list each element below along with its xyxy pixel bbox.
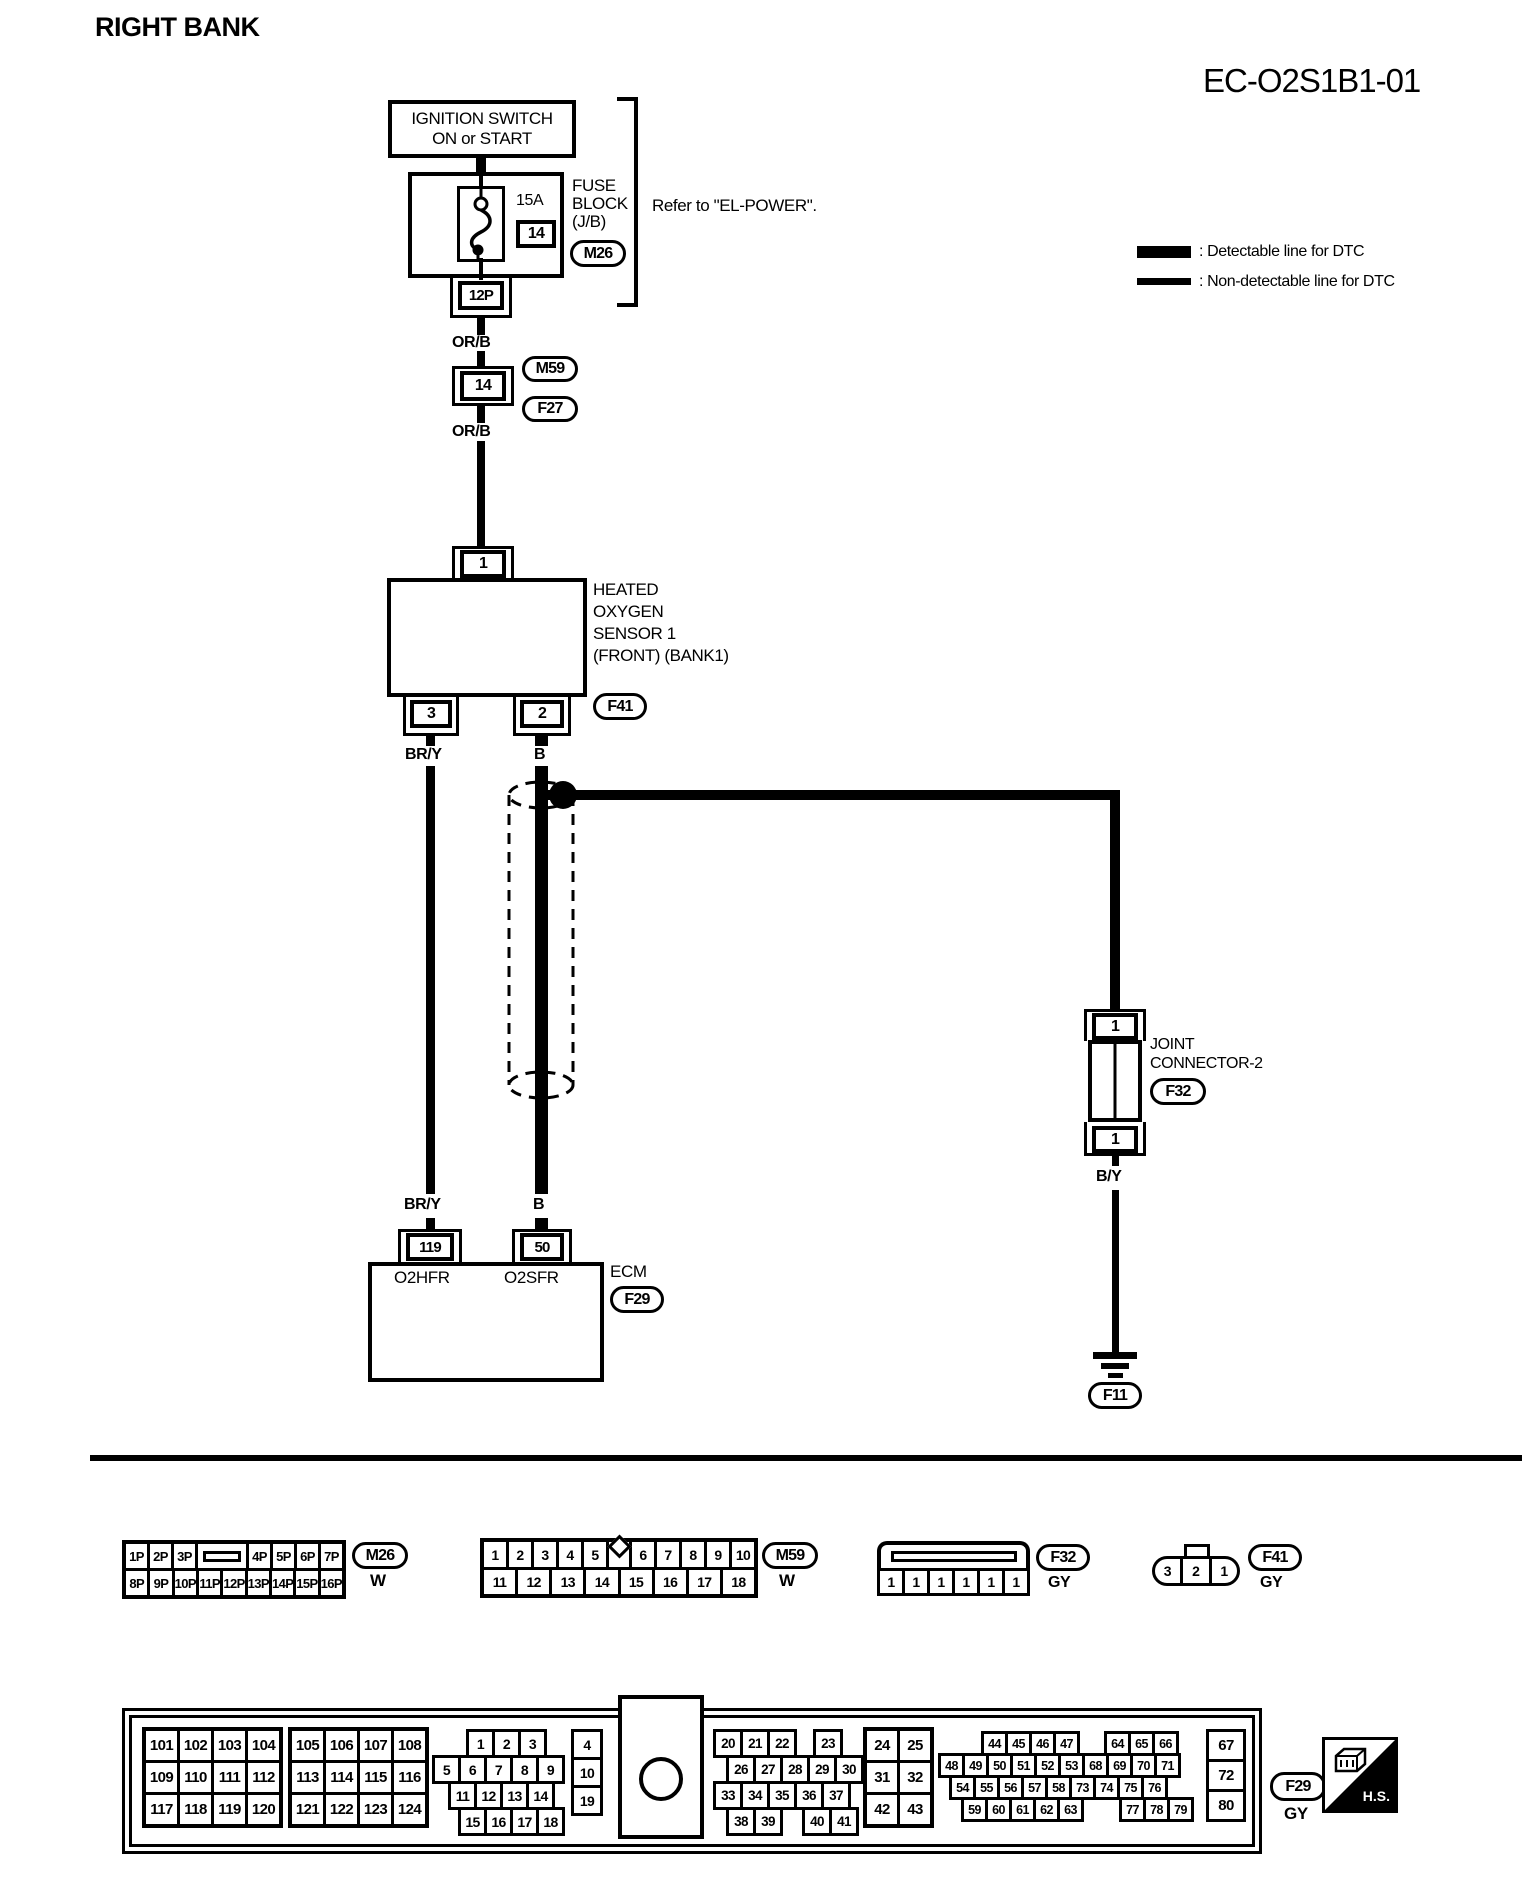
joint-terminal-top: 1 [1092,1013,1138,1040]
pin-cell: 124 [394,1795,425,1824]
pinout-color-f41: GY [1260,1574,1283,1591]
pin-cell: 46 [1032,1734,1053,1753]
connector-badge-m59: M59 [522,356,578,382]
pin-cell: 36 [797,1784,821,1807]
pin-cell: 34 [743,1784,767,1807]
fuse-number-box: 14 [516,220,556,248]
pinout-m59 [480,1538,758,1598]
sensor-terminal3: 3 [410,700,452,728]
pin-cell: 17 [689,1570,720,1594]
pin-cell: 1 [1220,1563,1229,1579]
pin-cell: 120 [248,1795,279,1824]
refer-note: Refer to "EL-POWER". [652,196,817,215]
wire-by-seg1 [1112,1156,1119,1166]
wire-b-seg2 [535,766,548,1194]
pin-cell: 24 [867,1731,897,1760]
pin-cell: 44 [984,1734,1005,1753]
pin-cell: 1 [469,1732,492,1755]
pin-cell: 103 [214,1731,245,1760]
sensor-terminal1: 1 [460,550,506,578]
pin-cell: 21 [743,1732,767,1755]
ecm-pin-o2hfr: O2HFR [394,1268,450,1287]
pin-cell: 73 [1072,1778,1093,1797]
pinout-m59-row1 [484,1542,754,1567]
pin-cell: 78 [1146,1800,1167,1819]
pin-cell: 33 [716,1784,740,1807]
ecm-block-e-row4b [802,1807,859,1836]
ignition-switch-box [388,100,576,158]
section-separator [90,1455,1522,1461]
pin-cell: 53 [1061,1756,1082,1775]
wire-branch-horizontal [541,790,1120,800]
pin-cell: 7 [487,1758,510,1781]
pin-cell: 12P [223,1571,244,1595]
ecm-block-c-row3 [448,1781,555,1810]
pin-cell: 1 [905,1571,927,1593]
wire-label-b-1: B [534,746,546,763]
harness-side-badge [1322,1737,1398,1813]
pinout-m26-row2 [126,1571,342,1595]
connector-badge-f11: F11 [1088,1382,1142,1409]
pin-cell: 12 [518,1570,549,1594]
wire-bry-seg2 [426,766,435,1194]
ecm-block-e-row4a [726,1807,783,1836]
hs-label: H.S. [1362,1788,1390,1804]
pin-cell: 1 [484,1542,506,1567]
diagram-code: EC-O2S1B1-01 [1203,62,1421,99]
pin-cell: 70 [1133,1756,1154,1775]
pin-cell: 119 [214,1795,245,1824]
ecm-block-e-row1a [713,1729,797,1758]
pin-cell: 47 [1056,1734,1077,1753]
pin-cell: 19 [574,1788,600,1813]
legend-non-detectable-label: : Non-detectable line for DTC [1199,273,1395,290]
wire-branch-vertical [1110,790,1120,1012]
pin-cell: 110 [180,1763,211,1792]
pin-cell: 11 [451,1784,474,1807]
wire-fuse-out [479,258,483,280]
pin-cell: 62 [1036,1800,1057,1819]
legend-detectable-line-sample [1137,246,1191,258]
pin-cell: 122 [326,1795,357,1824]
joint-connector-body [1088,1040,1142,1122]
bracket-tick-bottom [617,303,638,307]
ecm-block-f [863,1727,934,1828]
pin-cell: 11 [484,1570,515,1594]
pin-cell: 15P [296,1571,317,1595]
pin-cell: 18 [539,1810,562,1833]
pin-cell: 121 [292,1795,323,1824]
fuse-amp-label: 15A [516,192,544,209]
pinout-badge-f29: F29 [1270,1772,1326,1801]
pin-cell: 72 [1209,1762,1243,1789]
pinout-badge-m26: M26 [352,1542,408,1569]
pin-cell: 18 [723,1570,754,1594]
pin-cell: 3 [534,1542,556,1567]
ecm-name: ECM [610,1262,647,1281]
pin-cell: 77 [1122,1800,1143,1819]
pin-cell: 52 [1037,1756,1058,1775]
fuse-block-label3: (J/B) [572,212,606,231]
pin-cell: 42 [867,1795,897,1824]
pin-cell: 13 [503,1784,526,1807]
pin-cell: 31 [867,1763,897,1792]
pin-cell: 30 [837,1758,861,1781]
pin-cell: 106 [326,1731,357,1760]
ecm-block-c-row1 [466,1729,547,1758]
pin-cell: 123 [360,1795,391,1824]
m26-key-slot [198,1544,246,1568]
pin-cell: 108 [394,1731,425,1760]
pin-cell: 51 [1013,1756,1034,1775]
joint-name2: CONNECTOR-2 [1150,1055,1263,1072]
pin-cell: 59 [964,1800,985,1819]
pin-cell: 1 [955,1571,977,1593]
ecm-connector-bolt-section [618,1695,704,1839]
pin-cell: 64 [1107,1734,1128,1753]
pin-cell: 50 [989,1756,1010,1775]
f32-slot [891,1551,1017,1562]
pin-cell: 80 [1209,1792,1243,1819]
pin-cell: 3 [1155,1559,1183,1583]
ecm-terminal50: 50 [520,1233,564,1261]
pin-cell: 63 [1060,1800,1081,1819]
pin-cell: 6 [461,1758,484,1781]
connector-badge-f32: F32 [1150,1078,1206,1105]
pin-cell: 60 [988,1800,1009,1819]
connector-badge-f29: F29 [610,1286,664,1313]
pin-cell: 15 [621,1570,652,1594]
pin-cell: 66 [1155,1734,1176,1753]
ecm-block-c-row4 [458,1807,565,1836]
pin-cell: 13 [552,1570,583,1594]
pin-cell: 1 [1005,1571,1027,1593]
pin-cell: 27 [756,1758,780,1781]
pinout-badge-f32: F32 [1036,1544,1090,1571]
pin-cell: 75 [1120,1778,1141,1797]
ecm-pin-o2sfr: O2SFR [504,1268,559,1287]
wire-bry-seg1 [426,735,435,746]
wire-label-by: B/Y [1096,1168,1122,1185]
joint-name1: JOINT [1150,1036,1195,1053]
pin-cell: 5 [435,1758,458,1781]
wire-orb-seg1 [477,318,485,335]
pin-cell: 74 [1096,1778,1117,1797]
ecm-block-e-row1b [813,1729,843,1758]
pin-cell: 8 [513,1758,536,1781]
ecm-terminal119: 119 [406,1233,454,1261]
pin-cell: 3P [174,1544,195,1568]
pin-cell: 58 [1048,1778,1069,1797]
ecm-block-101 [142,1727,283,1828]
pin-cell: 48 [941,1756,962,1775]
pin-cell: 55 [976,1778,997,1797]
page-title: RIGHT BANK [95,12,260,42]
wire-orb-seg3 [477,406,485,423]
pinout-m26 [122,1540,346,1599]
pin-cell: 117 [146,1795,177,1824]
ground-bar3 [1108,1373,1123,1378]
pin-cell: 8P [126,1571,147,1595]
pin-cell: 45 [1008,1734,1029,1753]
pinout-f32-cells [877,1568,1030,1596]
pinout-color-m26: W [370,1571,386,1590]
pin-cell: 22 [770,1732,794,1755]
pin-cell: 11P [199,1571,220,1595]
wire-orb-seg4 [477,441,485,546]
terminal-12p: 12P [458,281,504,310]
pin-cell: 38 [729,1810,753,1833]
pin-cell: 71 [1157,1756,1178,1775]
wire-orb-seg2 [477,351,485,366]
pin-cell: 23 [816,1732,840,1755]
pinout-color-m59: W [779,1571,795,1590]
ecm-block-e-row3 [713,1781,851,1810]
ignition-line1: IGNITION SWITCH [411,109,553,128]
sensor-name3: SENSOR 1 [593,624,676,643]
pin-cell: 10 [574,1760,600,1785]
pin-cell: 32 [900,1763,930,1792]
ecm-block-d [571,1729,603,1816]
hs-connector-icon [1329,1744,1371,1780]
pin-cell: 111 [214,1763,245,1792]
pin-cell: 14P [272,1571,293,1595]
pin-cell: 16 [655,1570,686,1594]
wire-by-seg2 [1112,1190,1119,1352]
pin-cell: 69 [1109,1756,1130,1775]
pin-cell: 39 [756,1810,780,1833]
sensor-name4: (FRONT) (BANK1) [593,646,729,665]
pin-cell: 2 [509,1542,531,1567]
ignition-line2: ON or START [432,129,532,148]
ecm-connector-bolt-hole [639,1757,683,1801]
pin-cell: 4P [249,1544,270,1568]
pin-cell: 5 [584,1542,606,1567]
connector-badge-f27: F27 [522,396,578,422]
pin-cell: 1 [980,1571,1002,1593]
pin-cell: 9P [150,1571,171,1595]
wire-b-seg1 [535,735,548,746]
pinout-m59-row2 [484,1570,754,1594]
pin-cell: 104 [248,1731,279,1760]
pinout-color-f32: GY [1048,1574,1071,1591]
connector-badge-f41: F41 [593,693,647,720]
pin-cell: 14 [586,1570,617,1594]
wire-label-bry-1: BR/Y [405,746,442,763]
legend-detectable-label: : Detectable line for DTC [1199,243,1365,260]
pin-cell: 2 [1183,1559,1211,1583]
pin-cell: 10P [175,1571,196,1595]
ecm-block-105 [288,1727,429,1828]
fuse-symbol-box [457,186,505,262]
fuse-block-label1: FUSE [572,176,616,195]
pin-cell: 67 [1209,1732,1243,1759]
ground-bar1 [1093,1352,1137,1359]
sensor-name2: OXYGEN [593,602,664,621]
pin-cell: 115 [360,1763,391,1792]
pin-cell: 1 [880,1571,902,1593]
pin-cell: 10 [732,1542,754,1567]
pin-cell: 40 [805,1810,829,1833]
pin-cell: 113 [292,1763,323,1792]
pin-cell: 79 [1170,1800,1191,1819]
pin-cell: 37 [824,1784,848,1807]
pin-cell: 15 [461,1810,484,1833]
pin-cell: 6P [297,1544,318,1568]
pin-cell: 68 [1085,1756,1106,1775]
pin-cell: 20 [716,1732,740,1755]
wire-label-b-2: B [533,1196,545,1213]
pin-cell: 12 [477,1784,500,1807]
sensor-terminal2: 2 [520,700,564,728]
ecm-block-c-row2 [432,1755,565,1784]
pin-cell: 49 [965,1756,986,1775]
pin-cell: 9 [539,1758,562,1781]
pin-cell: 9 [707,1542,729,1567]
joint-terminal-bottom: 1 [1092,1126,1138,1153]
pinout-f32-top [877,1541,1030,1568]
pin-cell: 8 [682,1542,704,1567]
pin-cell: 17 [513,1810,536,1833]
pin-cell: 26 [729,1758,753,1781]
fuse-icon [460,189,502,259]
pin-cell: 2P [150,1544,171,1568]
legend-non-detectable-line-sample [1137,278,1191,285]
wire-label-bry-2: BR/Y [404,1196,441,1213]
fuse-block-label2: BLOCK [572,194,628,213]
pin-cell: 1 [930,1571,952,1593]
pin-cell: 4 [574,1732,600,1757]
pin-cell: 25 [900,1731,930,1760]
bracket-tick-top [617,97,638,101]
pin-cell: 16 [487,1810,510,1833]
pin-cell: 54 [952,1778,973,1797]
pin-cell: 7 [657,1542,679,1567]
pinout-badge-f41: F41 [1248,1544,1302,1571]
pinout-m26-row1 [126,1544,342,1568]
pin-cell: 3 [521,1732,544,1755]
pin-cell: 76 [1144,1778,1165,1797]
pin-cell: 28 [783,1758,807,1781]
pin-cell: 112 [248,1763,279,1792]
pin-cell: 29 [810,1758,834,1781]
pin-cell: 56 [1000,1778,1021,1797]
oxygen-sensor-box [387,578,587,697]
ecm-block-h [1206,1729,1246,1822]
pin-cell: 7P [321,1544,342,1568]
pin-cell: 43 [900,1795,930,1824]
pin-cell: 105 [292,1731,323,1760]
bracket-line [634,97,638,307]
pin-cell: 4 [559,1542,581,1567]
pin-cell: 14 [529,1784,552,1807]
pin-cell: 2 [495,1732,518,1755]
ecm-block-g-row4b [1119,1797,1194,1822]
pin-cell: 5P [273,1544,294,1568]
pinout-color-f29: GY [1284,1804,1308,1823]
ground-bar2 [1101,1363,1129,1369]
pin-cell: 116 [394,1763,425,1792]
pin-cell: 109 [146,1763,177,1792]
pin-cell: 13P [248,1571,269,1595]
m59-key-diamond [609,1542,629,1567]
ecm-block-e-row2 [726,1755,864,1784]
inline-connector-terminal: 14 [460,371,506,401]
pin-cell: 16P [321,1571,342,1595]
pin-cell: 107 [360,1731,391,1760]
pin-cell: 65 [1131,1734,1152,1753]
pin-cell: 114 [326,1763,357,1792]
sensor-name1: HEATED [593,580,659,599]
pinout-badge-m59: M59 [762,1542,818,1569]
wire-label-orb-2: OR/B [452,423,491,440]
wire-label-orb-1: OR/B [452,334,491,351]
connector-badge-m26: M26 [570,240,626,267]
pinout-f41 [1152,1556,1240,1586]
ecm-block-g-row4a [961,1797,1084,1822]
pin-cell: 1P [126,1544,147,1568]
joint-connector-divider [1114,1044,1117,1118]
pin-cell: 57 [1024,1778,1045,1797]
pin-cell: 101 [146,1731,177,1760]
pin-cell: 118 [180,1795,211,1824]
pin-cell: 41 [832,1810,856,1833]
pin-cell: 102 [180,1731,211,1760]
pin-cell: 6 [632,1542,654,1567]
pin-cell: 61 [1012,1800,1033,1819]
pin-cell: 35 [770,1784,794,1807]
